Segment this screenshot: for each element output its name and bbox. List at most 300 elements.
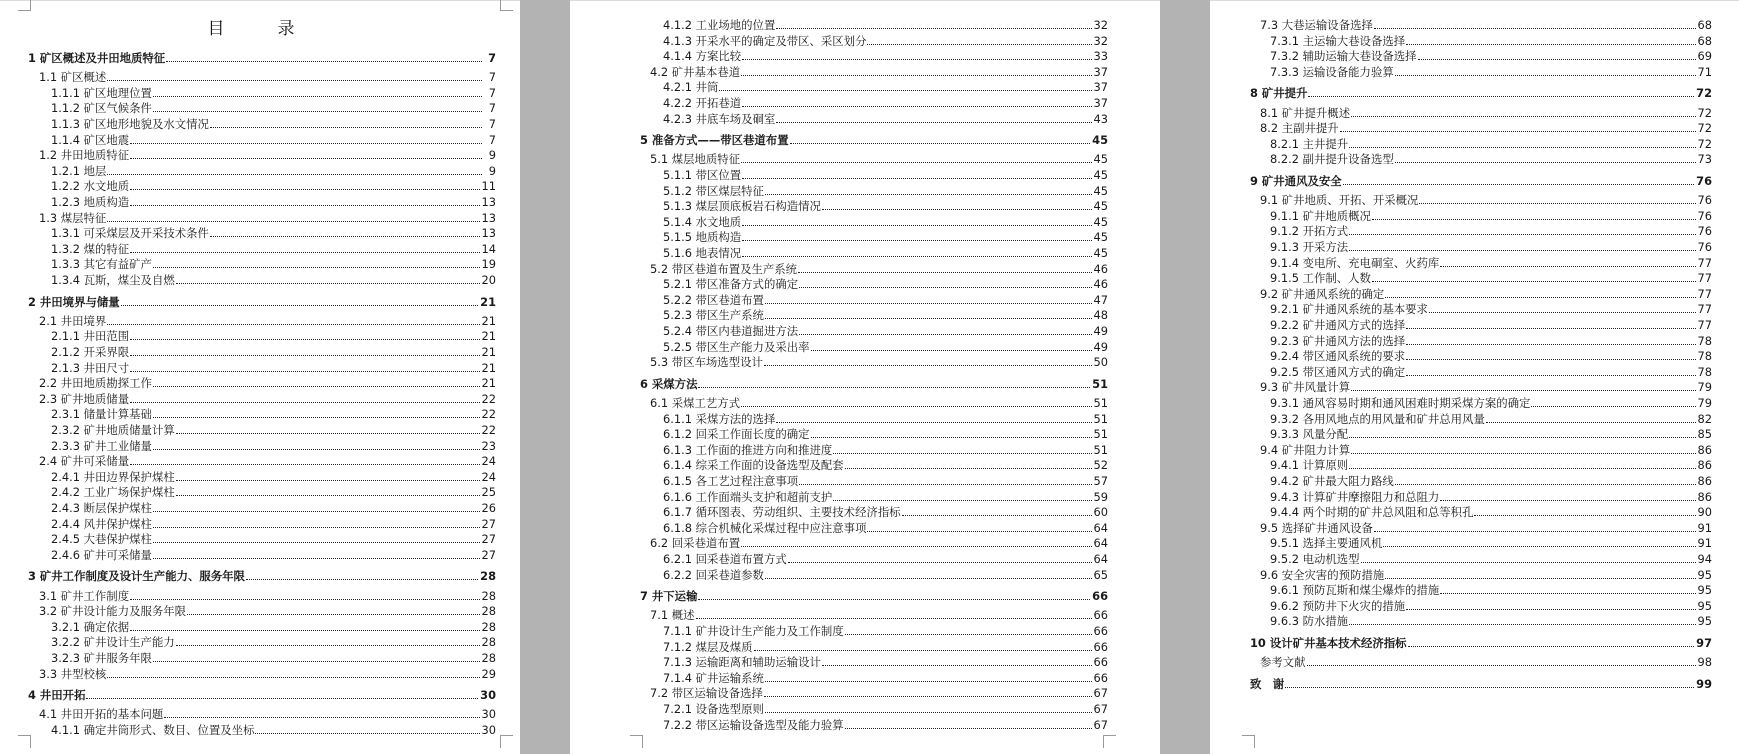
toc-entry-title: 7.1.1 矿井设计生产能力及工作制度 [663, 624, 844, 638]
toc-entry[interactable] [663, 718, 1108, 732]
toc-entry-title: 5.1.1 带区位置 [663, 168, 742, 182]
toc-entry[interactable] [663, 412, 1108, 426]
toc-dot-leader [1351, 116, 1695, 117]
toc-entry[interactable] [1270, 614, 1712, 628]
toc-entry-title: 2.4 矿井可采储量 [39, 454, 130, 469]
toc-entry[interactable] [663, 34, 1108, 48]
toc-dot-leader [1406, 344, 1695, 345]
toc-entry[interactable] [1270, 599, 1712, 613]
toc-entry[interactable] [51, 226, 496, 240]
toc-entry-title: 8.2.1 主井提升 [1270, 136, 1349, 151]
toc-entry[interactable] [51, 257, 496, 271]
toc-entry-title: 6.1.5 各工艺过程注意事项 [663, 474, 799, 488]
toc-dot-leader [1374, 28, 1696, 29]
toc-dot-leader [1531, 406, 1695, 407]
toc-dot-leader [1406, 359, 1695, 360]
toc-page-number: 11 [481, 179, 496, 194]
toc-page-number: 69 [1697, 49, 1712, 64]
toc-dot-leader [153, 449, 480, 450]
toc-entry-title: 2.3.1 储量计算基础 [51, 407, 152, 422]
toc-entry[interactable] [663, 490, 1108, 504]
toc-entry[interactable] [39, 211, 496, 225]
toc-page-number: 7 [488, 132, 496, 147]
toc-entry-title: 6.1 采煤工艺方式 [650, 396, 741, 410]
toc-entry[interactable] [39, 604, 496, 618]
toc-entry[interactable] [1260, 443, 1712, 457]
toc-entry-title: 5.1.6 地表情况 [663, 246, 742, 260]
toc-entry[interactable] [51, 635, 496, 649]
toc-chapter-entry[interactable] [1250, 174, 1712, 188]
toc-entry[interactable] [1260, 106, 1712, 120]
toc-entry-title: 4.2 矿井基本巷道 [650, 64, 741, 79]
toc-entry[interactable] [39, 589, 496, 603]
toc-dot-leader [698, 387, 1090, 388]
toc-entry[interactable] [51, 501, 496, 515]
toc-entry-title: 9.4.1 计算原则 [1270, 458, 1349, 473]
toc-page-number: 25 [481, 485, 496, 500]
toc-entry[interactable] [1260, 568, 1712, 582]
toc-page-number: 49 [1093, 339, 1108, 354]
toc-entry-title: 9.2 矿井通风系统的确定 [1260, 286, 1385, 301]
toc-entry[interactable] [1260, 121, 1712, 135]
toc-entry-title: 7.2.2 带区运输设备选型及能力验算 [663, 717, 844, 732]
crop-mark [18, 735, 31, 748]
toc-entry[interactable] [1260, 380, 1712, 394]
toc-entry-title: 9.2.3 矿井通风方法的选择 [1270, 333, 1406, 348]
toc-page-number: 57 [1093, 474, 1108, 488]
toc-page-number: 86 [1697, 442, 1712, 457]
toc-entry-title: 2.3.3 矿井工业储量 [51, 438, 152, 453]
toc-entry[interactable] [663, 168, 1108, 182]
toc-entry[interactable] [663, 640, 1108, 654]
toc-entry[interactable] [1270, 412, 1712, 426]
toc-page-number: 72 [1697, 121, 1712, 136]
toc-dot-leader [799, 334, 1091, 335]
toc-entry[interactable] [1270, 396, 1712, 410]
toc-entry[interactable] [650, 262, 1108, 276]
toc-dot-leader [741, 406, 1091, 407]
toc-page-number: 23 [481, 438, 496, 453]
toc-entry-title: 1.2.1 地层 [51, 163, 107, 178]
toc-dot-leader [845, 728, 1092, 729]
toc-dot-leader [1408, 646, 1695, 647]
toc-page-number: 27 [481, 547, 496, 562]
toc-entry[interactable] [1270, 365, 1712, 379]
toc-dot-leader [867, 44, 1091, 45]
toc-page-number: 79 [1697, 396, 1712, 410]
toc-entry[interactable] [51, 101, 496, 115]
toc-entry[interactable] [663, 215, 1108, 229]
toc-entry-title: 8.2.2 副井提升设备选型 [1270, 152, 1394, 167]
toc-page-number: 30 [481, 707, 496, 722]
toc-page-number: 82 [1697, 411, 1712, 426]
toc-dot-leader [107, 324, 479, 325]
toc-entry[interactable] [650, 355, 1108, 369]
toc-entry-title: 致 谢 [1250, 676, 1285, 691]
toc-entry[interactable] [1260, 193, 1712, 207]
toc-page-number: 51 [1093, 427, 1108, 442]
toc-entry-title: 6.2.1 回采巷道布置方式 [663, 552, 787, 566]
toc-dot-leader [121, 305, 479, 306]
toc-chapter-entry[interactable] [28, 569, 496, 583]
toc-entry[interactable] [1270, 505, 1712, 519]
toc-dot-leader [1418, 59, 1696, 60]
toc-dot-leader [822, 209, 1092, 210]
toc-dot-leader [811, 350, 1092, 351]
toc-dot-leader [776, 28, 1091, 29]
toc-entry-title: 4.1.2 工业场地的位置 [663, 18, 776, 32]
toc-entry[interactable] [51, 485, 496, 499]
toc-entry[interactable] [1270, 349, 1712, 363]
toc-page-number: 95 [1697, 583, 1712, 598]
toc-page-number: 22 [481, 407, 496, 422]
toc-entry-title: 1.3.3 其它有益矿产 [51, 257, 152, 272]
toc-entry[interactable] [663, 308, 1108, 322]
toc-entry[interactable] [1260, 655, 1712, 669]
toc-dot-leader [765, 578, 1092, 579]
toc-entry[interactable] [51, 620, 496, 634]
toc-entry-title: 2.4.1 井田边界保护煤柱 [51, 469, 175, 484]
toc-entry[interactable] [1270, 334, 1712, 348]
toc-entry[interactable] [663, 340, 1108, 354]
toc-entry[interactable] [1270, 34, 1712, 48]
toc-entry[interactable] [39, 148, 496, 162]
toc-entry-title: 9.1.5 工作制、人数 [1270, 271, 1371, 286]
toc-page-number: 73 [1697, 152, 1712, 167]
toc-dot-leader [719, 90, 1091, 91]
toc-entry-title: 4.1.4 方案比较 [663, 49, 742, 64]
toc-dot-leader [776, 422, 1091, 423]
toc-entry-title: 1.2.3 地质构造 [51, 195, 130, 209]
toc-entry[interactable] [663, 80, 1108, 94]
toc-entry[interactable] [1270, 224, 1712, 238]
toc-dot-leader [754, 650, 1092, 651]
toc-entry[interactable] [51, 164, 496, 178]
toc-entry[interactable] [1260, 521, 1712, 535]
toc-entry[interactable] [663, 427, 1108, 441]
toc-page-number: 28 [481, 635, 496, 650]
toc-page-number: 9 [488, 163, 496, 178]
crop-mark [1242, 735, 1255, 748]
toc-page-number: 33 [1093, 49, 1108, 64]
toc-dot-leader [176, 495, 480, 496]
toc-page-number: 51 [1092, 376, 1108, 391]
toc-dot-leader [1395, 484, 1696, 485]
toc-dot-leader [153, 417, 480, 418]
toc-page-number: 72 [1697, 136, 1712, 151]
toc-page-number: 72 [1697, 105, 1712, 120]
toc-entry-title: 7.3.1 主运输大巷设备选择 [1270, 33, 1406, 48]
toc-dot-leader [1395, 75, 1696, 76]
toc-entry[interactable] [1260, 18, 1712, 32]
toc-dot-leader [153, 511, 480, 512]
toc-entry[interactable] [39, 70, 496, 84]
toc-entry[interactable] [663, 277, 1108, 291]
toc-entry[interactable] [663, 184, 1108, 198]
toc-chapter-entry[interactable] [28, 688, 496, 702]
toc-entry[interactable] [51, 548, 496, 562]
toc-entry[interactable] [51, 532, 496, 546]
toc-entry-title: 3.2.2 矿井设计生产能力 [51, 635, 175, 650]
toc-entry-title: 7.3.2 辅助运输大巷设备选择 [1270, 49, 1417, 64]
toc-entry-title: 3.2.3 矿井服务年限 [51, 651, 152, 665]
toc-page-number: 21 [481, 376, 496, 391]
toc-entry-title: 1.2.2 水文地质 [51, 179, 130, 194]
toc-page-number: 21 [481, 313, 496, 328]
toc-page-number: 71 [1697, 64, 1712, 79]
toc-chapter-entry[interactable] [1250, 677, 1712, 691]
toc-dot-leader [164, 717, 479, 718]
toc-dot-leader [742, 178, 1091, 179]
toc-page-number: 77 [1697, 271, 1712, 286]
toc-entry[interactable] [1270, 209, 1712, 223]
toc-dot-leader [1429, 312, 1696, 313]
toc-dot-leader [246, 579, 478, 580]
toc-dot-leader [765, 681, 1092, 682]
toc-entry-title: 4.1 井田开拓的基本问题 [39, 707, 164, 722]
toc-dot-leader [742, 240, 1091, 241]
toc-dot-leader [790, 143, 1091, 144]
toc-dot-leader [765, 712, 1092, 713]
toc-page-number: 21 [481, 360, 496, 375]
toc-dot-leader [86, 698, 478, 699]
toc-entry[interactable] [663, 199, 1108, 213]
toc-page-number: 22 [481, 423, 496, 437]
toc-page-number: 66 [1093, 608, 1108, 623]
toc-entry[interactable] [663, 474, 1108, 488]
toc-entry[interactable] [663, 624, 1108, 638]
toc-entry[interactable] [663, 458, 1108, 472]
toc-entry-title: 5.1.2 带区煤层特征 [663, 183, 764, 198]
toc-entry-title: 6.1.3 工作面的推进方向和推进度 [663, 442, 833, 457]
toc-entry[interactable] [1270, 49, 1712, 63]
toc-dot-leader [1285, 687, 1694, 688]
toc-entry[interactable] [39, 392, 496, 406]
toc-entry[interactable] [1270, 152, 1712, 166]
toc-entry[interactable] [51, 117, 496, 131]
toc-entry-title: 2.4.4 风井保护煤柱 [51, 516, 152, 531]
toc-entry[interactable] [663, 49, 1108, 63]
toc-page-number: 86 [1697, 458, 1712, 473]
toc-page-number: 28 [481, 588, 496, 603]
toc-page-number: 45 [1093, 214, 1108, 229]
toc-entry[interactable] [51, 651, 496, 665]
toc-entry-title: 9.6.1 预防瓦斯和煤尘爆炸的措施 [1270, 583, 1440, 598]
toc-page-number: 65 [1093, 567, 1108, 582]
toc-dot-leader [742, 59, 1091, 60]
toc-dot-leader [187, 614, 479, 615]
toc-entry[interactable] [51, 329, 496, 343]
toc-dot-leader [107, 221, 479, 222]
toc-entry[interactable] [51, 723, 496, 737]
toc-entry[interactable] [650, 396, 1108, 410]
toc-page-number: 90 [1697, 505, 1712, 520]
toc-dot-leader [798, 272, 1091, 273]
toc-entry[interactable] [663, 230, 1108, 244]
toc-entry[interactable] [1270, 302, 1712, 316]
toc-dot-leader [741, 546, 1091, 547]
toc-entry[interactable] [39, 376, 496, 390]
toc-entry[interactable] [663, 655, 1108, 669]
toc-entry[interactable] [1270, 458, 1712, 472]
toc-chapter-entry[interactable] [640, 377, 1108, 391]
toc-entry[interactable] [51, 423, 496, 437]
toc-entry[interactable] [1270, 256, 1712, 270]
toc-entry[interactable] [663, 18, 1108, 32]
toc-entry[interactable] [1270, 536, 1712, 550]
toc-chapter-entry[interactable] [1250, 86, 1712, 100]
toc-entry[interactable] [663, 671, 1108, 685]
toc-page-number: 60 [1093, 505, 1108, 520]
toc-entry[interactable] [51, 345, 496, 359]
toc-entry-title: 3.1 矿井工作制度 [39, 588, 130, 603]
toc-entry[interactable] [1270, 583, 1712, 597]
toc-entry-title: 5.2.5 带区生产能力及采出率 [663, 339, 810, 354]
toc-entry-title: 7.1 概述 [650, 608, 695, 623]
toc-entry-title: 4 井田开拓 [28, 688, 86, 703]
crop-mark [18, 0, 31, 11]
toc-entry[interactable] [51, 273, 496, 287]
toc-entry-title: 4.2.1 井筒 [663, 80, 719, 95]
toc-entry[interactable] [51, 470, 496, 484]
toc-dot-leader [742, 106, 1091, 107]
toc-entry-title: 9 矿井通风及安全 [1250, 174, 1342, 188]
toc-entry-title: 5.2 带区巷道布置及生产系统 [650, 261, 798, 276]
toc-chapter-entry[interactable] [640, 589, 1108, 603]
toc-dot-leader [153, 527, 480, 528]
toc-entry[interactable] [51, 439, 496, 453]
toc-entry[interactable] [663, 293, 1108, 307]
toc-entry-title: 3.2.1 确定依据 [51, 619, 130, 634]
toc-entry[interactable] [51, 517, 496, 531]
toc-entry-title: 2.1.3 井田尺寸 [51, 360, 130, 375]
toc-entry[interactable] [51, 361, 496, 375]
toc-entry-title: 6.2.2 回采巷道参数 [663, 567, 764, 582]
toc-entry-title: 6.1.8 综合机械化采煤过程中应注意事项 [663, 520, 867, 535]
toc-entry[interactable] [51, 242, 496, 256]
toc-entry-title: 6.1.1 采煤方法的选择 [663, 411, 776, 426]
toc-dot-leader [1440, 266, 1695, 267]
toc-entry[interactable] [650, 536, 1108, 550]
toc-dot-leader [130, 205, 479, 206]
toc-page-number: 24 [481, 469, 496, 484]
toc-dot-leader [1349, 234, 1695, 235]
toc-entry[interactable] [39, 667, 496, 681]
toc-entry[interactable] [663, 702, 1108, 716]
toc-entry[interactable] [39, 314, 496, 328]
toc-entry[interactable] [650, 608, 1108, 622]
toc-page-number: 47 [1093, 292, 1108, 307]
toc-chapter-entry[interactable] [28, 295, 496, 309]
toc-page-number: 13 [481, 226, 496, 241]
toc-page-number: 29 [481, 666, 496, 681]
toc-entry[interactable] [1270, 552, 1712, 566]
toc-chapter-entry[interactable] [640, 133, 1108, 147]
toc-page-number: 76 [1697, 193, 1712, 208]
toc-entry[interactable] [663, 568, 1108, 582]
toc-entry-title: 7.2.1 设备选型原则 [663, 702, 764, 716]
toc-page-number: 32 [1093, 33, 1108, 48]
toc-entry[interactable] [1270, 490, 1712, 504]
toc-dot-leader [130, 599, 479, 600]
toc-dot-leader [210, 236, 480, 237]
toc-entry-title: 5.1 煤层地质特征 [650, 152, 741, 167]
toc-entry[interactable] [51, 86, 496, 100]
toc-entry[interactable] [39, 707, 496, 721]
toc-dot-leader [1406, 44, 1695, 45]
toc-page-number: 66 [1092, 589, 1108, 604]
toc-entry-title: 9.4.4 两个时期的矿井总风阻和总等积孔 [1270, 505, 1474, 520]
toc-page-number: 76 [1697, 224, 1712, 239]
toc-entry[interactable] [663, 552, 1108, 566]
toc-entry[interactable] [650, 686, 1108, 700]
toc-dot-leader [130, 158, 482, 159]
toc-entry[interactable] [1270, 318, 1712, 332]
toc-page-number: 52 [1093, 458, 1108, 473]
toc-dot-leader [1419, 203, 1695, 204]
toc-entry[interactable] [650, 152, 1108, 166]
toc-dot-leader [741, 75, 1091, 76]
toc-dot-leader [176, 480, 480, 481]
toc-chapter-entry[interactable] [28, 51, 496, 65]
toc-entry[interactable] [1270, 137, 1712, 151]
toc-dot-leader [153, 661, 480, 662]
toc-dot-leader [867, 531, 1091, 532]
toc-entry-title: 6.1.6 工作面端头支护和超前支护 [663, 489, 833, 504]
toc-entry[interactable] [663, 505, 1108, 519]
toc-page-number: 98 [1697, 655, 1712, 670]
toc-entry[interactable] [1270, 240, 1712, 254]
toc-entry[interactable] [51, 195, 496, 209]
toc-entry-title: 9.6.3 防水措施 [1270, 614, 1349, 629]
toc-entry[interactable] [51, 407, 496, 421]
toc-page-number: 22 [481, 391, 496, 406]
toc-entry[interactable] [663, 521, 1108, 535]
toc-dot-leader [107, 677, 479, 678]
toc-chapter-entry[interactable] [1250, 636, 1712, 650]
toc-entry-title: 8 矿井提升 [1250, 86, 1308, 101]
toc-entry[interactable] [1270, 474, 1712, 488]
toc-entry-title: 9.3 矿井风量计算 [1260, 380, 1351, 395]
toc-entry[interactable] [39, 454, 496, 468]
toc-entry[interactable] [663, 324, 1108, 338]
toc-page-number: 45 [1093, 152, 1108, 167]
toc-entry[interactable] [1270, 427, 1712, 441]
toc-entry[interactable] [650, 65, 1108, 79]
toc-dot-leader [764, 365, 1092, 366]
toc-entry-title: 1.1.4 矿区地震 [51, 132, 130, 147]
toc-entry[interactable] [1270, 271, 1712, 285]
toc-entry[interactable] [663, 96, 1108, 110]
toc-entry[interactable] [663, 112, 1108, 126]
toc-entry[interactable] [1260, 287, 1712, 301]
toc-entry-title: 5.1.5 地质构造 [663, 230, 742, 245]
toc-entry[interactable] [1270, 65, 1712, 79]
toc-page-number: 68 [1697, 33, 1712, 48]
toc-entry-title: 7 井下运输 [640, 589, 698, 604]
toc-page-number: 95 [1697, 598, 1712, 613]
toc-entry[interactable] [51, 179, 496, 193]
toc-entry[interactable] [663, 443, 1108, 457]
toc-entry[interactable] [51, 133, 496, 147]
toc-entry[interactable] [663, 246, 1108, 260]
toc-entry-title: 3 矿井工作制度及设计生产能力、服务年限 [28, 569, 245, 584]
toc-page-number: 19 [481, 257, 496, 272]
toc-dot-leader [765, 303, 1092, 304]
toc-dot-leader [799, 484, 1091, 485]
toc-dot-leader [811, 437, 1092, 438]
toc-entry-title: 2.1.2 开采界限 [51, 345, 130, 359]
